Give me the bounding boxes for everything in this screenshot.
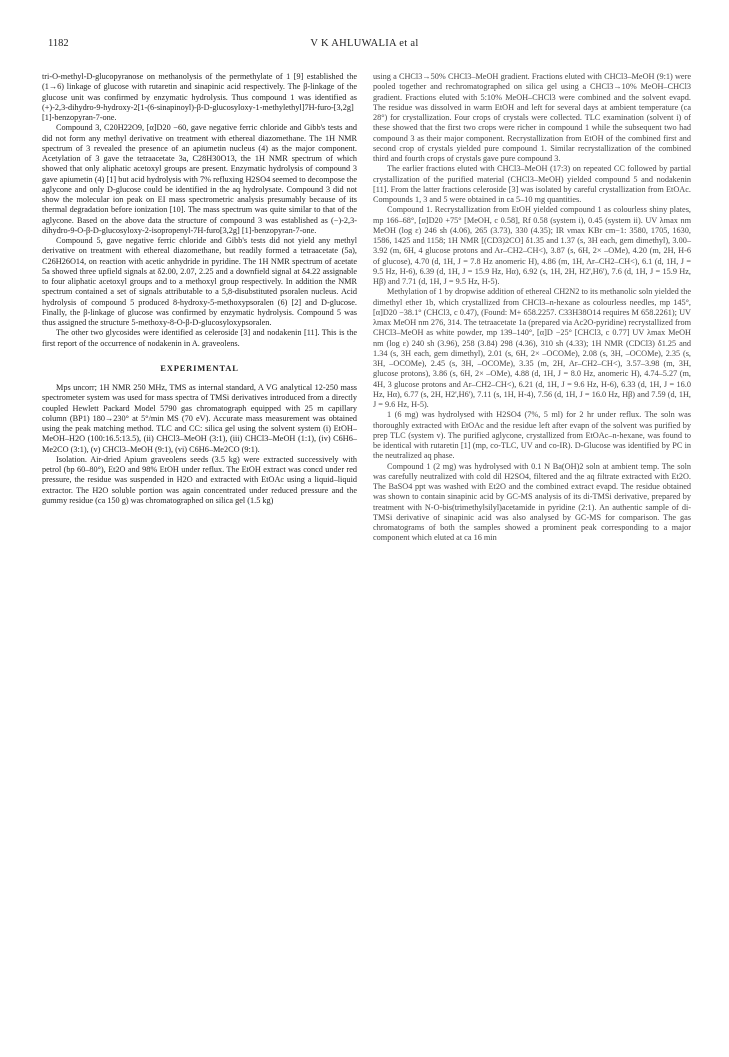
paragraph: Compound 5, gave negative ferric chloride and Gibb's tests did not yield any methyl derivative on treatment with ethereal diazomethane, but readily formed a tetraacetate (5a), C26H26O14, on reaction with acetic anhydride in pyridine. The 1H NMR spectrum of acetate 5a showed three upfield signals at δ2.00, 2.07, 2.25 and a downfield signal at δ4.22 assignable to four aliphatic acetoxyl groups and to a methoxyl group respectively. In addition the NMR spectrum contained a set of signals attributable to a 5,8-disubstituted psoralen nucleus. Acid hydrolysis of compound 5 produced 8-hydroxy-5-methoxypsoralen (6) [2] and D-glucose. Finally, the β-linkage of glucose was confirmed by enzymatic hydrolysis. Compound 5 was thus assigned the structure 5-methoxy-8-O-β-D-glucosyloxypsoralen. <box>42 236 357 327</box>
paragraph: Compound 1 (2 mg) was hydrolysed with 0.1 N Ba(OH)2 soln at ambient temp. The soln was carefully neutralized with cold dil H2SO4, filtered and the aq filtrate extracted with Et2O. The BaSO4 ppt was washed with Et2O and the combined extract evapd. The residue obtained was shown to contain sinapinic acid by GC-MS analysis of its di-TMSi derivative, prepared by treatment with N-O-bis(trimethylsilyl)acetamide in pyridine (2:1). An authentic sample of di-TMSi derivative of sinapinic acid was also analysed by GC-MS for comparison. The gas chromatograms of both the samples showed a prominent peak corresponding to a major component which eluted at ca 16 min <box>373 461 691 543</box>
left-column <box>42 72 357 506</box>
running-head: V K AHLUWALIA et al <box>310 38 419 49</box>
page-header <box>48 38 681 54</box>
paragraph: using a CHCl3→50% CHCl3–MeOH gradient. Fractions eluted with CHCl3–MeOH (9:1) were pooled together and rechromatographed on silica gel using a CHCl3→10% MeOH–CHCl3 gradient. Fractions eluted with 5:10% MeOH–CHCl3 were combined and the solvent evapd. The residue was dissolved in warm EtOH and left for several days at ambient temperature (ca 28°) for crystallization. Four crops of crystals were collected. TLC examination (solvent i) of these showed that the first two crops were richer in compound 1 while the subsequent two had compound 3 as their major component. Recrystallization from EtOH of the combined first and second crop of crystals yielded pure compound 1. Similar recrystallization of the combined third and fourth crops of crystals gave pure compound 3. <box>373 72 691 163</box>
paragraph: The earlier fractions eluted with CHCl3–MeOH (17:3) on repeated CC followed by partial crystallization of the purified material (CHCl3–MeOH) yielded compound 5 and nodakenin [11]. From the latter fractions celeroside [3] was isolated by careful crystallization from EtOAc. Compounds 1, 3 and 5 were obtained in ca 5–10 mg quantities. <box>373 164 691 204</box>
paragraph: Compound 1. Recrystallization from EtOH yielded compound 1 as colourless shiny plates, mp 166–68°, [α]D20 +75° [MeOH, c 0.58], Rf 0.58 (system i), 0.45 (system ii). UV λmax nm MeOH (log ε) 246 sh (4.06), 265 (3.73), 330 (4.35); IR νmax KBr cm−1: 3580, 1705, 1630, 1586, 1425 and 1158; 1H NMR [(CD3)2CO] δ1.35 and 1.37 (s, 3H each, gem dimethyl), 3.00–3.92 (m, 6H, 4 glucose protons and Ar–CH2–CH<), 3.87 (s, 6H, 2× –OMe), 4.20 (m, 2H, H-6 of glucose), 4.70 (d, 1H, J = 7.8 Hz anomeric H), 4.86 (m, 1H, Ar–CH2–CH<), 6.1 (d, 1H, J = 9.5 Hz, H-6), 6.39 (d, 1H, J = 15.9 Hz, Hα), 6.92 (s, 1H, 2H, H2',H6'), 7.6 (d, 1H, J = 15.9 Hz, Hβ) and 7.71 (d, 1H, J = 9.5 Hz, H-5). <box>373 205 691 286</box>
paragraph: tri-O-methyl-D-glucopyranose on methanolysis of the permethylate of 1 [9] established the (1→6) linkage of glucose with rutaretin and sinapinic acid respectively. The β-linkage of the glucose unit was confirmed by enzymatic hydrolysis. Thus compound 1 was identified as (+)-2,3-dihydro-9-hydroxy-2[1-(6-sinapinoyl)-β-D-glucosyloxy-1-methylethyl]7H-furo-[3,2g] [1]-benzopyran-7-one. <box>42 72 357 122</box>
paragraph: 1 (6 mg) was hydrolysed with H2SO4 (7%, 5 ml) for 2 hr under reflux. The soln was thoroughly extracted with EtOAc and the residue left after evapn of the solvent was purified by prep TLC (system v). The purified aglycone, crystallized from EtOAc–n-hexane, was found to be identical with rutaretin [1] (mp, co-TLC, UV and co-IR). D-Glucose was identified by PC in the neutralized aq phase. <box>373 410 691 461</box>
paragraph: Compound 3, C20H22O9, [α]D20 −60, gave negative ferric chloride and Gibb's tests and did not form any methyl derivative on treatment with ethereal diazomethane. The 1H NMR spectrum of 3 revealed the presence of an apiumetin nucleus (4) as the major component. Acetylation of 3 gave the tetraacetate 3a, C28H30O13, the 1H NMR spectrum of which showed that only aliphatic acetoxyl groups are present. Enzymatic hydrolysis of compound 3 gave apiumetin (4) [1] but acid hydrolysis with 7% refluxing H2SO4 seemed to decompose the aglycone and only D-glucose could be identified in the aq hydrolysate. Compound 3 did not show the molecular ion peak on EI mass spectrometric analysis presumably because of its thermal degradation before ionization [10]. The mass spectrum was quite similar to that of the aglycone. Based on the above data the structure of compound 3 was established as (−)-2,3-dihydro-9-O-β-D-glucosyloxy-2-isopropenyl-7H-furo[3,2g] [1]-benzopyran-7-one. <box>42 123 357 235</box>
paragraph: The other two glycosides were identified as celeroside [3] and nodakenin [11]. This is the first report of the occurrence of nodakenin in A. graveolens. <box>42 328 357 348</box>
paragraph: Mps uncorr; 1H NMR 250 MHz, TMS as internal standard, A VG analytical 12-250 mass spectrometer system was used for mass spectra of TMSi derivatives introduced from a directly coupled Hewlett Packard Model 5790 gas chromatograph equipped with 25 m capillary column (BP1) 180→230° at 5°/min MS (70 eV). Accurate mass measurement was obtained using the peak matching method. TLC and CC: silica gel using the solvent system (i) EtOH–MeOH–H2O (100:16.5:13.5), (ii) CHCl3–MeOH (3:1), (iii) CHCl3–MeOH (1:1), (iv) C6H6–Me2CO (3:1), (v) CHCl3–MeOH (9:1), (vi) C6H6–Me2CO (9:1). <box>42 383 357 454</box>
paragraph: Isolation. Air-dried Apium graveolens seeds (3.5 kg) were extracted successively with petrol (bp 60–80°), Et2O and 98% EtOH under reflux. The EtOH extract was concd under red pressure, the residue was suspended in H2O and extracted with EtOAc using a liquid–liquid extractor. The H2O soluble portion was again concentrated under reduced pressure and the gummy residue (ca 150 g) was chromatographed on silica gel (1.5 kg) <box>42 454 357 505</box>
right-column <box>373 72 691 544</box>
paragraph: Methylation of 1 by dropwise addition of ethereal CH2N2 to its methanolic soln yielded the dimethyl ether 1b, which crystallized from CHCl3–n-hexane as colourless needles, mp 145°, [α]D20 −38.1° (CHCl3, c 0.47), (Found: M+ 658.2257. C33H38O14 requires M 658.2261); UV λmax MeOH nm 276, 314. The tetraacetate 1a (prepared via Ac2O-pyridine) recrystallized from CHCl3–MeOH as white powder, mp 139–140°, [α]D −25° [CHCl3, c 0.77] UV λmax MeOH nm (log ε) 240 sh (3.96), 258 (3.84) 298 (4.36), 310 sh (4.33); 1H NMR (CDCl3) δ1.25 and 1.34 (s, 3H each, gem dimethyl), 2.01 (s, 6H, 2× –OCOMe), 2.08 (s, 3H, –OCOMe), 2.35 (s, 3H, –OCOMe), 2.45 (s, 3H, –OCOMe), 3.35 (m, 2H, Ar–CH2–CH<), 3.57–3.98 (m, 3H, glucose protons), 3.86 (s, 6H, 2× –OMe), 4.88 (d, 1H, J = 8.0 Hz, anomeric H), 4.74–5.27 (m, 4H, 3 glucose protons and Ar–CH2–CH<), 6.21 (d, 1H, J = 9.6 Hz, H-6), 6.33 (d, 1H, J = 16.0 Hz, Hα), 6.77 (s, 2H, H2',H6'), 7.11 (s, 1H, H-4), 7.56 (d, 1H, J = 16.0 Hz, Hβ) and 7.59 (d, 1H, J = 9.6 Hz, H-5). <box>373 287 691 409</box>
section-title: EXPERIMENTAL <box>160 362 239 373</box>
page-number: 1182 <box>48 38 69 49</box>
